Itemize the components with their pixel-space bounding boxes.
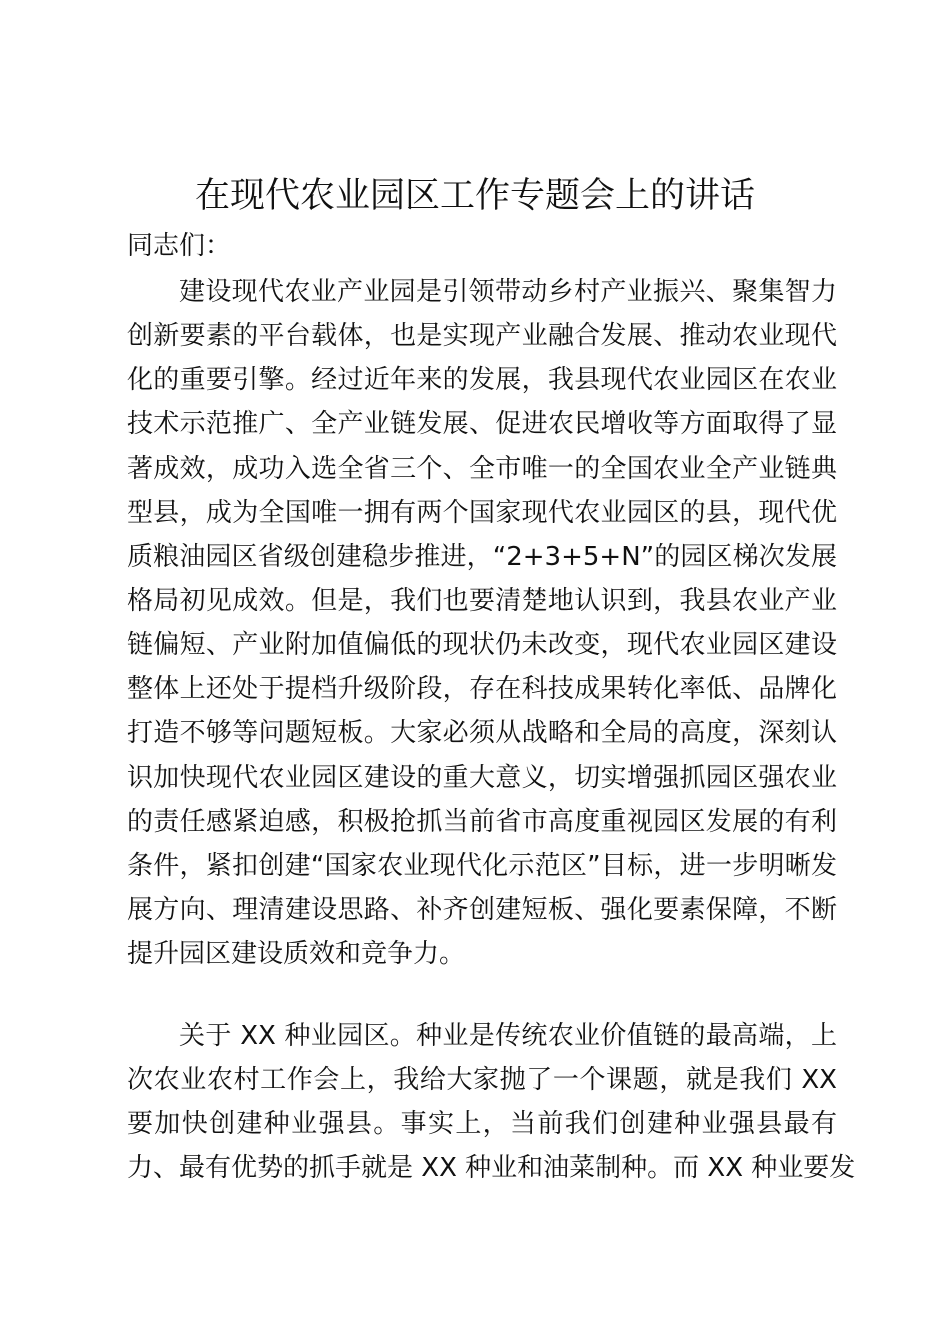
paragraph-line: 识加快现代农业园区建设的重大意义，切实增强抓园区强农业 bbox=[127, 762, 837, 793]
paragraph-line: 要加快创建种业强县。事实上，当前我们创建种业强县最有 bbox=[127, 1109, 837, 1140]
paragraph-line: 提升园区建设质效和竞争力。 bbox=[127, 939, 466, 970]
paragraph-line: 打造不够等问题短板。大家必须从战略和全局的高度，深刻认 bbox=[127, 718, 837, 749]
paragraph-line: 力、最有优势的抓手就是 XX 种业和油菜制种。而 XX 种业要发 bbox=[127, 1153, 856, 1184]
paragraph-line: 链偏短、产业附加值偏低的现状仍未改变，现代农业园区建设 bbox=[127, 630, 837, 661]
paragraph-1 bbox=[127, 270, 837, 976]
paragraph-line: 建设现代农业产业园是引领带动乡村产业振兴、聚集智力 bbox=[179, 277, 837, 307]
paragraph-2 bbox=[127, 1014, 856, 1191]
paragraph-line: 质粮油园区省级创建稳步推进，“2+3+5+N”的园区梯次发展 bbox=[127, 541, 837, 572]
paragraph-line: 条件，紧扣创建“国家农业现代化示范区”目标，进一步明晰发 bbox=[127, 850, 837, 881]
salutation: 同志们： bbox=[127, 231, 232, 261]
paragraph-line: 整体上还处于提档升级阶段，存在科技成果转化率低、品牌化 bbox=[127, 674, 837, 705]
paragraph-line: 化的重要引擎。经过近年来的发展，我县现代农业园区在农业 bbox=[127, 365, 837, 396]
paragraph-line: 著成效，成功入选全省三个、全市唯一的全国农业全产业链典 bbox=[127, 453, 837, 484]
paragraph-line: 展方向、理清建设思路、补齐创建短板、强化要素保障，不断 bbox=[127, 894, 837, 925]
paragraph-line: 型县，成为全国唯一拥有两个国家现代农业园区的县，现代优 bbox=[127, 497, 837, 528]
paragraph-line: 技术示范推广、全产业链发展、促进农民增收等方面取得了显 bbox=[127, 409, 837, 440]
paragraph-line: 关于 XX 种业园区。种业是传统农业价值链的最高端，上 bbox=[179, 1021, 837, 1051]
paragraph-line: 格局初见成效。但是，我们也要清楚地认识到，我县农业产业 bbox=[127, 585, 837, 616]
paragraph-line: 次农业农村工作会上，我给大家抛了一个课题，就是我们 XX bbox=[127, 1065, 837, 1096]
paragraph-line: 的责任感紧迫感，积极抢抓当前省市高度重视园区发展的有利 bbox=[127, 806, 837, 837]
document-title: 在现代农业园区工作专题会上的讲话 bbox=[194, 176, 755, 216]
paragraph-line: 创新要素的平台载体，也是实现产业融合发展、推动农业现代 bbox=[127, 321, 837, 352]
